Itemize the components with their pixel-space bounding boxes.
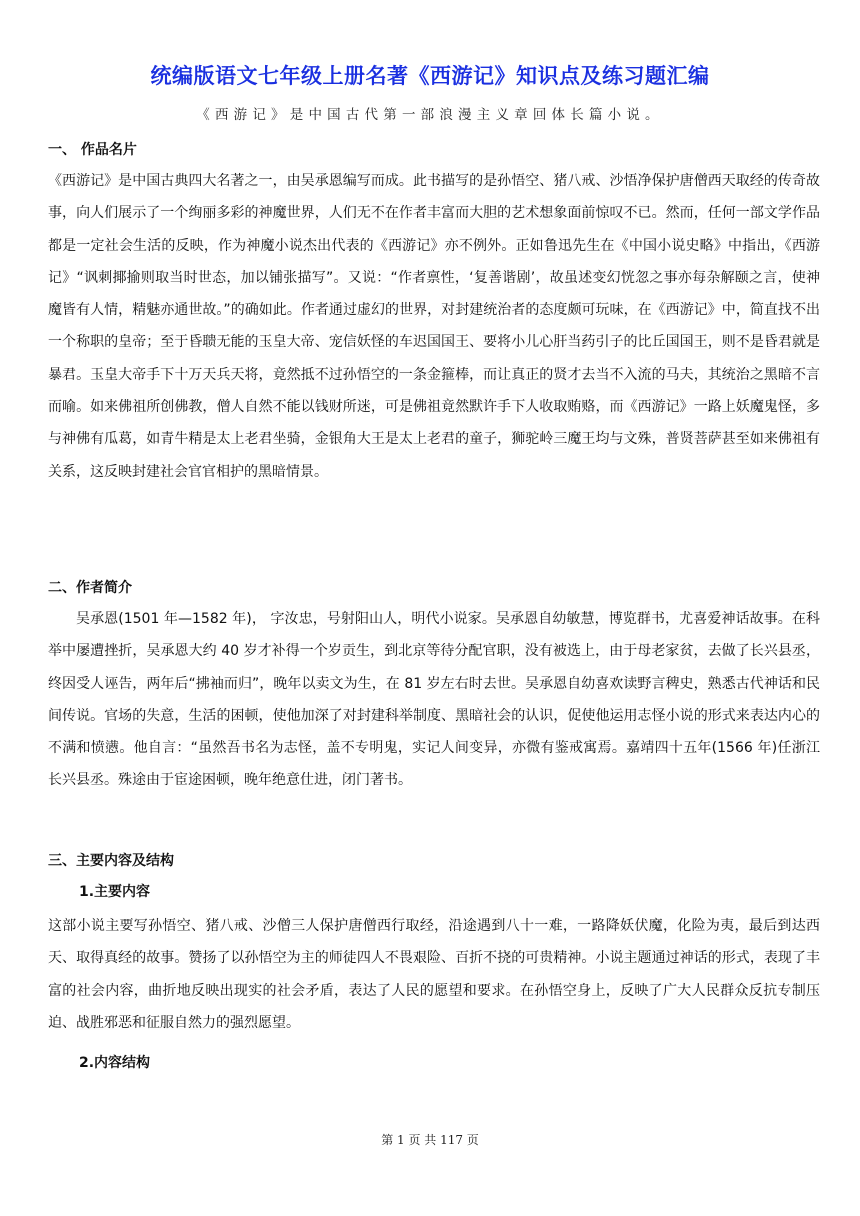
- document-subtitle: 《西游记》是中国古代第一部浪漫主义章回体长篇小说。: [196, 107, 664, 123]
- section-paragraph-author: 吴承恩(1501 年—1582 年)， 字汝忠，号射阳山人，明代小说家。吴承恩自幼敏慧，博览群书，尤喜爱神话故事。在科举中屡遭挫折，吴承恩大约 40 岁才补得一个岁贡生，到北京等待分配官职，没有被选上，由于母老家贫，去做了长兴县丞，终因受人诬告，两年后“拂袖而归”，晚年以卖文为生，在 81 岁左右时去世。吴承恩自幼喜欢读野言稗史，熟悉古代神话和民间传说。官场的失意，生活的困顿，使他加深了对封建科举制度、黑暗社会的认识，促使他运用志怪小说的形式来表达内心的不满和愤懑。他自言：“虽然吾书名为志怪，盖不专明鬼，实记人间变异，亦微有鉴戒寓焉。嘉靖四十五年(1566 年)任浙江长兴县丞。殊途由于宦途困顿，晚年绝意仕进，闭门著书。: [48, 611, 820, 789]
- document-title: 统编版语文七年级上册名著《西游记》知识点及练习题汇编: [150, 64, 710, 88]
- subheading-main-content: 1.主要内容: [79, 884, 151, 900]
- subheading-content-structure: 2.内容结构: [79, 1055, 151, 1071]
- section-heading-content: 三、主要内容及结构: [48, 853, 174, 869]
- section-heading-works: 一、 作品名片: [48, 142, 137, 158]
- section-heading-author: 二、作者简介: [48, 580, 132, 596]
- page-footer: 第 1 页 共 117 页: [381, 1133, 479, 1147]
- section-paragraph-content: 这部小说主要写孙悟空、猪八戒、沙僧三人保护唐僧西行取经，沿途遇到八十一难，一路降妖伏魔，化险为夷，最后到达西天、取得真经的故事。赞扬了以孙悟空为主的师徒四人不畏艰险、百折不挠的可贵精神。小说主题通过神话的形式，表现了丰富的社会内容，曲折地反映出现实的社会矛盾，表达了人民的愿望和要求。在孙悟空身上，反映了广大人民群众反抗专制压迫、战胜邪恶和征服自然力的强烈愿望。: [48, 918, 820, 1031]
- section-paragraph-works: 《西游记》是中国古典四大名著之一，由吴承恩编写而成。此书描写的是孙悟空、猪八戒、沙悟净保护唐僧西天取经的传奇故事，向人们展示了一个绚丽多彩的神魔世界，人们无不在作者丰富而大胆的艺术想象面前惊叹不已。然而，任何一部文学作品都是一定社会生活的反映，作为神魔小说杰出代表的《西游记》亦不例外。正如鲁迅先生在《中国小说史略》中指出，《西游记》“讽刺揶揄则取当时世态，加以铺张描写”。又说：“作者禀性，‘复善谐剧’，故虽述变幻恍忽之事亦每杂解颐之言，使神魔皆有人情，精魅亦通世故。”的确如此。作者通过虚幻的世界，对封建统治者的态度颇可玩味，在《西游记》中，简直找不出一个称职的皇帝；至于昏聩无能的玉皇大帝、宠信妖怪的车迟国国王、要将小儿心肝当药引子的比丘国国王，则不是昏君就是暴君。玉皇大帝手下十万天兵天将，竟然抵不过孙悟空的一条金箍棒，而让真正的贤才去当不入流的马夫，其统治之黑暗不言而喻。如来佛祖所创佛教，僧人自然不能以钱财所迷，可是佛祖竟然默许手下人收取贿赂，而《西游记》一路上妖魔鬼怪，多与神佛有瓜葛，如青牛精是太上老君坐骑，金银角大王是太上老君的童子，狮驼岭三魔王均与文殊，普贤菩萨甚至如来佛祖有关系，这反映封建社会官官相护的黑暗情景。: [48, 173, 820, 480]
